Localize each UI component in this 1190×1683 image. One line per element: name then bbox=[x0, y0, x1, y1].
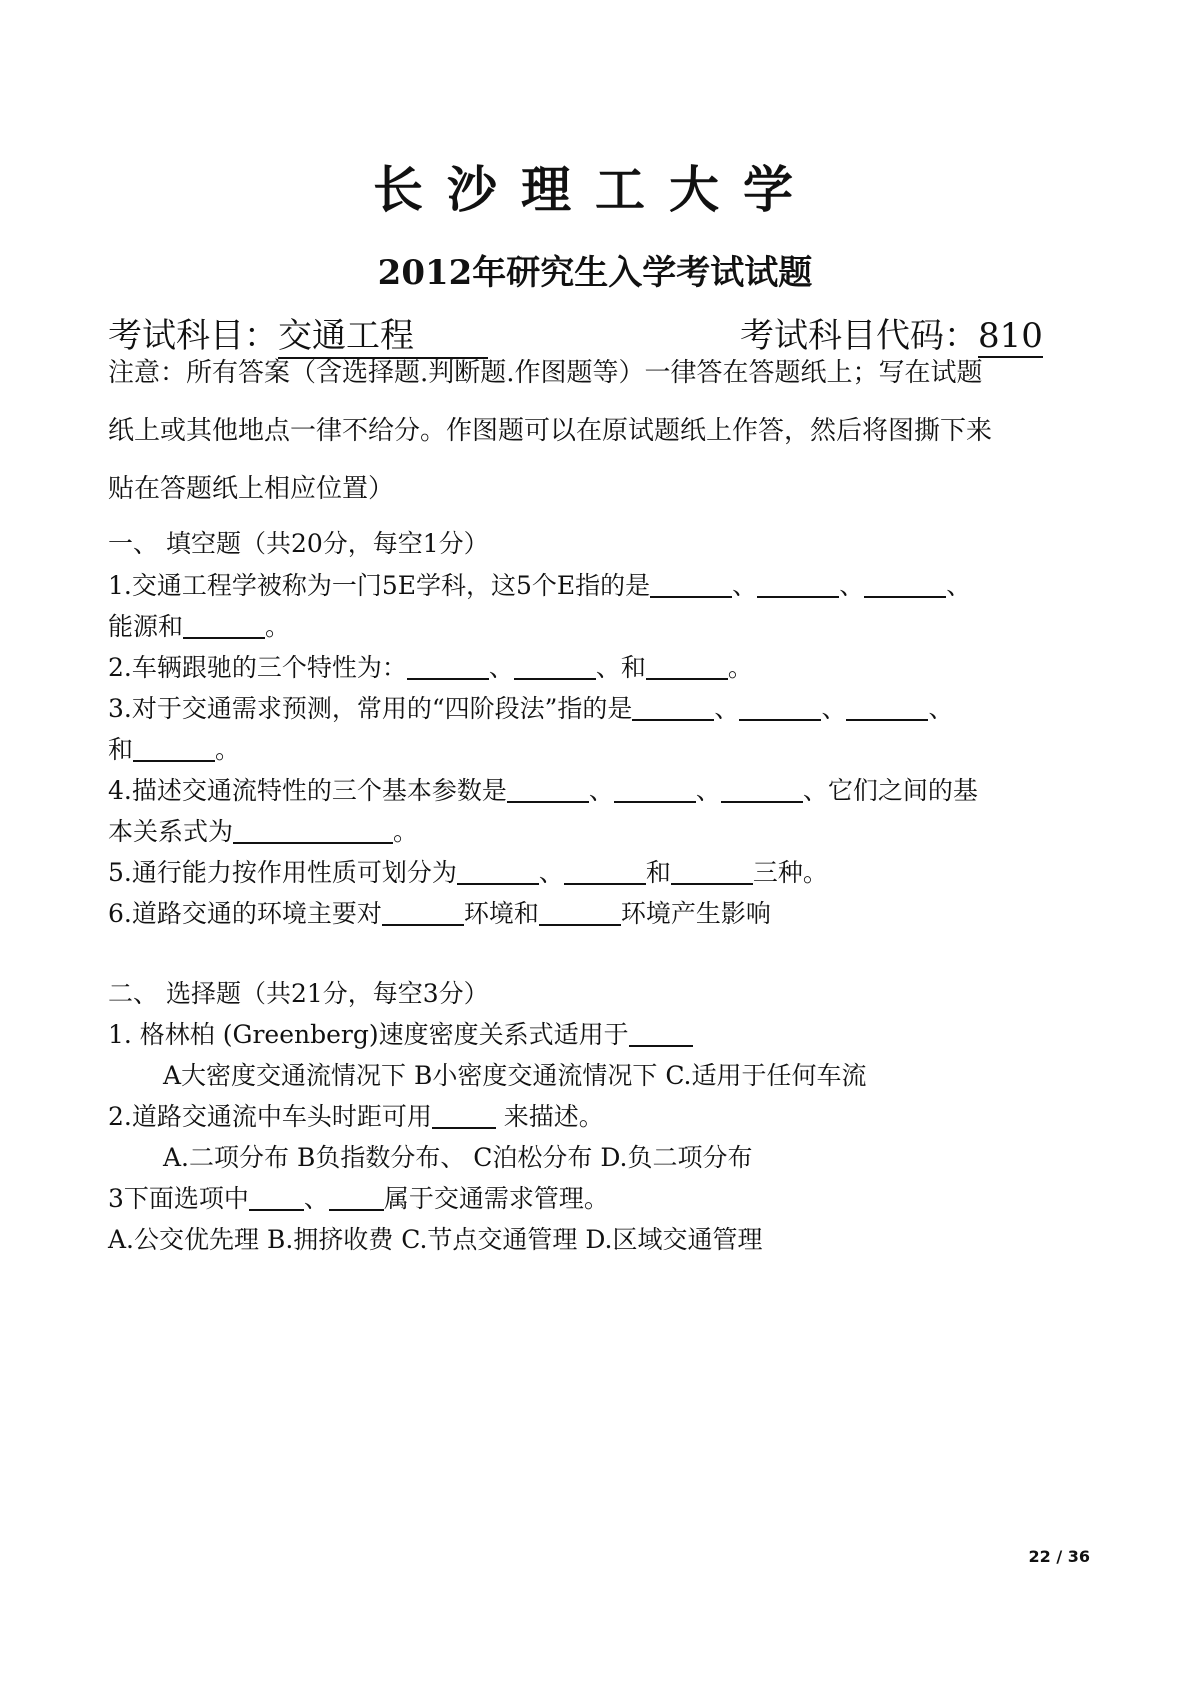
answer-blank bbox=[564, 858, 646, 885]
question-text: 2.车辆跟驰的三个特性为： bbox=[108, 653, 407, 682]
subject-label: 考试科目： bbox=[108, 316, 278, 356]
answer-blank bbox=[457, 858, 539, 885]
subject-code-value: 810 bbox=[978, 316, 1043, 356]
separator: 、 bbox=[839, 571, 865, 600]
question-text: 3.对于交通需求预测，常用的“四阶段法”指的是 bbox=[108, 694, 633, 723]
question-1-2 bbox=[108, 648, 753, 684]
question-2-1 bbox=[108, 1015, 693, 1051]
answer-blank bbox=[846, 694, 928, 721]
separator: 、 bbox=[303, 1184, 329, 1213]
notice-line-2: 纸上或其他地点一律不给分。作图题可以在原试题纸上作答，然后将图撕下来 bbox=[108, 416, 993, 446]
answer-blank bbox=[671, 858, 753, 885]
question-1-4-cont bbox=[108, 812, 418, 848]
exam-title: 2012年研究生入学考试试题 bbox=[377, 253, 813, 293]
question-1-3-cont bbox=[108, 730, 240, 766]
question-2-2 bbox=[108, 1097, 604, 1133]
question-text: 来描述。 bbox=[495, 1102, 604, 1131]
period: 。 bbox=[393, 817, 419, 846]
separator: 、 bbox=[732, 571, 758, 600]
period: 。 bbox=[727, 653, 753, 682]
answer-blank bbox=[614, 776, 696, 803]
question-1-6 bbox=[108, 894, 771, 930]
answer-blank bbox=[864, 571, 946, 598]
answer-blank bbox=[233, 817, 393, 844]
notice-line-1: 注意：所有答案（含选择题.判断题.作图题等）一律答在答题纸上；写在试题 bbox=[108, 358, 983, 388]
question-text: 1. 格林柏 (Greenberg)速度密度关系式适用于 bbox=[108, 1020, 629, 1049]
period: 。 bbox=[215, 735, 241, 764]
answer-blank bbox=[514, 653, 596, 680]
question-text: 5.通行能力按作用性质可划分为 bbox=[108, 858, 457, 887]
answer-blank bbox=[382, 899, 464, 926]
answer-blank bbox=[329, 1184, 384, 1211]
separator: 、 bbox=[946, 571, 972, 600]
answer-blank bbox=[632, 694, 714, 721]
subject-code-row bbox=[740, 308, 1043, 358]
question-text: 能源和 bbox=[108, 612, 184, 641]
page-number: 22 / 36 bbox=[1028, 1547, 1090, 1566]
answer-blank bbox=[407, 653, 489, 680]
notice-line-3: 贴在答题纸上相应位置） bbox=[108, 474, 395, 504]
question-text: 和 bbox=[108, 735, 134, 764]
separator: 、 bbox=[695, 776, 721, 805]
question-2-2-options: A.二项分布 B负指数分布、 C泊松分布 D.负二项分布 bbox=[163, 1143, 753, 1172]
separator: 和 bbox=[645, 858, 671, 887]
question-1-1 bbox=[108, 566, 971, 602]
question-text: 3下面选项中 bbox=[108, 1184, 249, 1213]
separator: 、 bbox=[488, 653, 514, 682]
subject-code-label: 考试科目代码： bbox=[740, 316, 978, 356]
question-text: 属于交通需求管理。 bbox=[383, 1184, 609, 1213]
answer-blank bbox=[183, 612, 265, 639]
answer-blank bbox=[757, 571, 839, 598]
answer-blank bbox=[629, 1020, 693, 1047]
section1-heading: 一、 填空题（共20分，每空1分） bbox=[108, 529, 489, 558]
answer-blank bbox=[739, 694, 821, 721]
answer-blank bbox=[432, 1102, 496, 1129]
question-2-3-options: A.公交优先理 B.拥挤收费 C.节点交通管理 D.区域交通管理 bbox=[108, 1225, 763, 1254]
answer-blank bbox=[133, 735, 215, 762]
question-text: 4.描述交通流特性的三个基本参数是 bbox=[108, 776, 507, 805]
answer-blank bbox=[539, 899, 621, 926]
question-2-3 bbox=[108, 1179, 609, 1215]
question-1-1-cont bbox=[108, 607, 290, 643]
subject-value: 交通工程 bbox=[278, 308, 488, 359]
answer-blank bbox=[646, 653, 728, 680]
question-text: 、它们之间的基 bbox=[802, 776, 978, 805]
separator: 、 bbox=[821, 694, 847, 723]
answer-blank bbox=[721, 776, 803, 803]
answer-blank bbox=[650, 571, 732, 598]
question-text: 三种。 bbox=[752, 858, 828, 887]
question-1-3 bbox=[108, 689, 953, 725]
answer-blank bbox=[507, 776, 589, 803]
university-name: 长沙理工大学 bbox=[373, 160, 817, 219]
question-1-5 bbox=[108, 853, 828, 889]
question-2-1-options: A大密度交通流情况下 B小密度交通流情况下 C.适用于任何车流 bbox=[163, 1061, 867, 1090]
answer-blank bbox=[249, 1184, 304, 1211]
separator: 、 bbox=[588, 776, 614, 805]
separator: 、和 bbox=[595, 653, 646, 682]
question-text: 环境和 bbox=[463, 899, 539, 928]
question-text: 2.道路交通流中车头时距可用 bbox=[108, 1102, 432, 1131]
period: 。 bbox=[265, 612, 291, 641]
question-text: 1.交通工程学被称为一门5E学科，这5个E指的是 bbox=[108, 571, 651, 600]
separator: 、 bbox=[538, 858, 564, 887]
section2-heading: 二、 选择题（共21分，每空3分） bbox=[108, 979, 489, 1008]
question-text: 本关系式为 bbox=[108, 817, 234, 846]
separator: 、 bbox=[928, 694, 954, 723]
separator: 、 bbox=[714, 694, 740, 723]
question-text: 环境产生影响 bbox=[620, 899, 771, 928]
question-text: 6.道路交通的环境主要对 bbox=[108, 899, 382, 928]
question-1-4 bbox=[108, 771, 978, 807]
